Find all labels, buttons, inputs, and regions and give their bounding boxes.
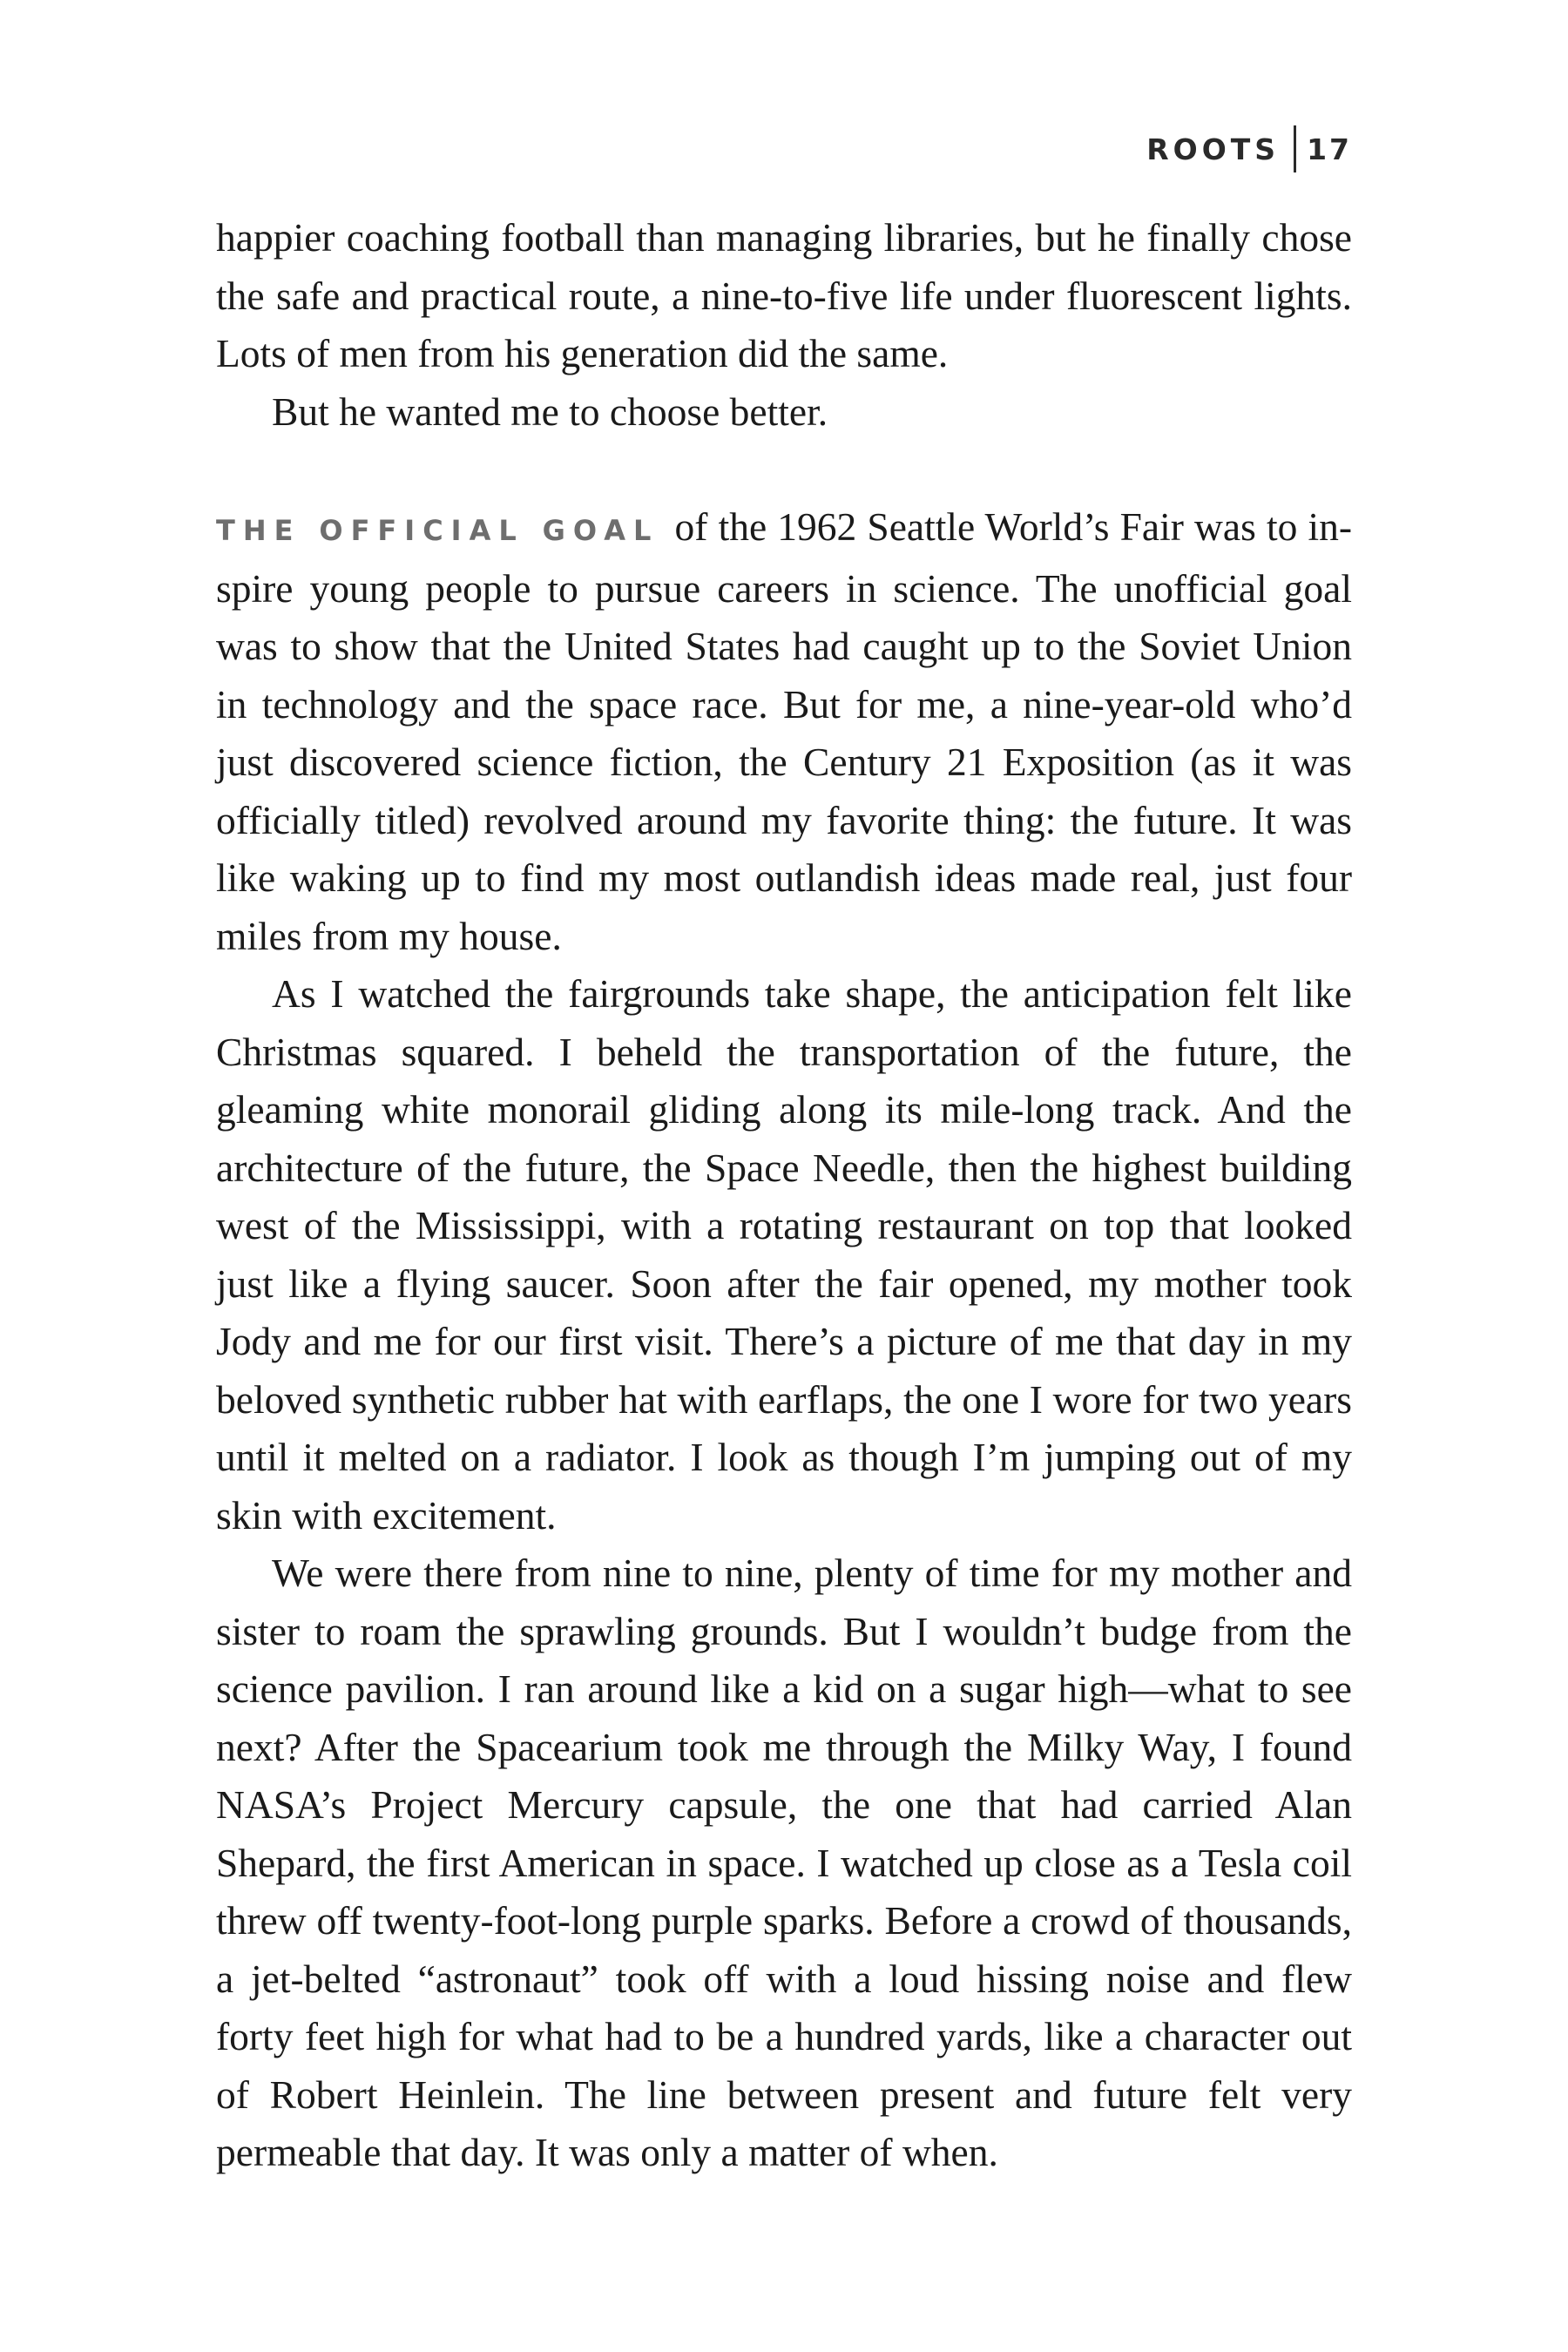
running-head — [1146, 125, 1352, 172]
running-head-section: ROOTS — [1146, 132, 1281, 166]
paragraph: happier coaching football than managing libraries, but he finally chose the safe and practical route, a nine-to-five life under fluorescent lights. Lots of men from his generation did the same. — [216, 215, 1352, 375]
body-text — [216, 209, 1352, 2182]
paragraph: But he wanted me to choose better. — [272, 389, 828, 434]
section-lead-in: THE OFFICIAL GOAL — [216, 514, 659, 547]
section-opening-paragraph — [216, 498, 1352, 965]
paragraph: As I watched the fairgrounds take shape, the anticipation felt like Christmas squared. I beheld the transportation of the future, the gleaming white monorail gliding along its mile-long track. And the architecture of the future, the Space Needle, then the highest building west of the Mississippi, with a rotating restaurant on top that looked just like a flying saucer. Soon after the fair opened, my mother took Jody and me for our first visit. There’s a picture of me that day in my beloved synthetic rubber hat with earflaps, the one I wore for two years until it melted on a radiator. I look as though I’m jumping out of my skin with excitement. — [216, 971, 1352, 1538]
running-head-divider — [1294, 125, 1296, 172]
page-number: 17 — [1307, 132, 1352, 166]
section-opening-text: of the 1962 Seattle World’s Fair was to inspire young people to pursue careers in science. The unofficial goal was to show that the United States had caught up to the Soviet Union in technology and the space race. But for me, a nine-year-old who’d just discovered science fiction, the Century 21 Exposition (as it was officially titled) revolved around my favorite thing: the future. It was like waking up to find my most outlandish ideas made real, just four miles from my house. — [216, 504, 1353, 958]
paragraph: We were there from nine to nine, plenty of time for my mother and sister to roam the sprawling grounds. But I wouldn’t budge from the science pavilion. I ran around like a kid on a sugar high—what to see next? After the Spacearium took me through the Milky Way, I found NASA’s Project Mercury capsule, the one that had carried Alan Shepard, the first American in space. I watched up close as a Tesla coil threw off twenty-foot-long purple sparks. Before a crowd of thousands, a jet-belted “astronaut” took off with a loud hissing noise and flew forty feet high for what had to be a hundred yards, like a character out of Robert Heinlein. The line between present and future felt very permeable that day. It was only a matter of when. — [216, 1551, 1352, 2174]
section-break — [216, 441, 1352, 498]
